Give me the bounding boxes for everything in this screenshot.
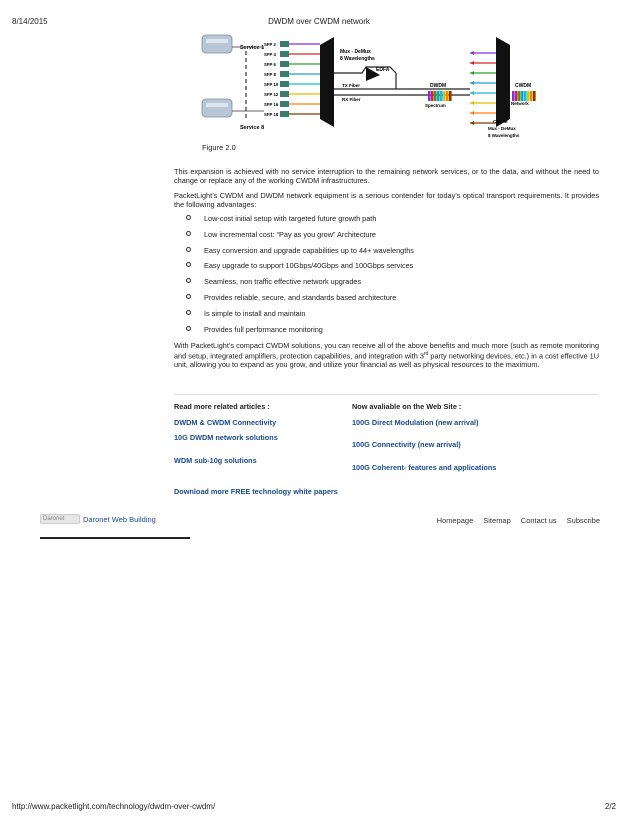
- network-label: Network: [511, 101, 529, 106]
- footer-rule: [40, 537, 190, 539]
- print-url: http://www.packetlight.com/technology/dwdm-over-cwdm/: [12, 802, 216, 811]
- list-item: Provides reliable, secure, and standards based architecture: [186, 293, 586, 309]
- daronet-logo[interactable]: Daronet: [40, 514, 80, 524]
- list-item: Low incremental cost: “Pay as you grow” Architecture: [186, 230, 586, 246]
- service-bottom-label: Service 8: [240, 125, 265, 131]
- cwdm-mux-label-1: CWDM: [493, 119, 508, 124]
- figure-caption: Figure 2.0: [202, 143, 236, 152]
- related-articles-heading: Read more related articles :: [174, 402, 270, 411]
- advantages-list: [186, 214, 586, 340]
- link-100g-connectivity[interactable]: 100G Connectivity (new arrival): [352, 440, 461, 449]
- dwdm-label: DWDM: [430, 83, 447, 89]
- bullet-circle-icon: [186, 326, 191, 331]
- edfa-label: EDFA: [376, 67, 390, 73]
- server-icon-top: [202, 35, 232, 53]
- tx-fiber-label: TX Fiber: [342, 83, 361, 88]
- mux-label-1: Mux - DeMux: [340, 49, 371, 55]
- bullet-circle-icon: [186, 231, 191, 236]
- list-item: Low-cost initial setup with targeted future growth path: [186, 214, 586, 230]
- cwdm-mux-label-2: Mux - DeMux: [488, 126, 516, 131]
- dwdm-cwdm-diagram: [200, 33, 540, 141]
- arrowhead-icon: [470, 111, 474, 115]
- link-wdm-sub-10g[interactable]: WDM sub-10g solutions: [174, 456, 257, 465]
- link-download-white-papers[interactable]: Download more FREE technology white papers: [174, 487, 338, 496]
- spectrum-bar: [428, 91, 431, 101]
- link-dwdm-cwdm-connectivity[interactable]: DWDM & CWDM Connectivity: [174, 418, 277, 427]
- spectrum-bar: [431, 91, 434, 101]
- arrowhead-icon: [470, 91, 474, 95]
- spectrum-bar: [434, 91, 437, 101]
- paragraph-expansion: This expansion is achieved with no service interruption to the remaining network services, or to the data, and without the need to change or replace any of the working CWDM infrastructures.: [174, 167, 599, 185]
- cwdm-spectrum-bars: [512, 91, 536, 101]
- bullet-circle-icon: [186, 310, 191, 315]
- link-100g-direct-modulation[interactable]: 100G Direct Modulation (new arrival): [352, 418, 479, 427]
- sfp-label: SFP 16: [264, 102, 279, 107]
- sfp-label: SFP 2: [264, 42, 276, 47]
- spectrum-bar: [518, 91, 521, 101]
- sfp-module-icon: [280, 101, 289, 107]
- arrowhead-icon: [470, 121, 474, 125]
- sfp-module-icon: [280, 81, 289, 87]
- arrowhead-icon: [470, 81, 474, 85]
- sfp-module-icon: [280, 41, 289, 47]
- nav-homepage[interactable]: Homepage: [436, 516, 474, 525]
- bullet-circle-icon: [186, 247, 191, 252]
- daronet-web-building-link[interactable]: Daronet Web Building: [83, 514, 156, 524]
- list-item: Provides full performance monitoring: [186, 325, 586, 341]
- list-item: Seamless, non traffic effective network upgrades: [186, 277, 586, 293]
- bullet-circle-icon: [186, 262, 191, 267]
- link-100g-coherent[interactable]: 100G Coherent- features and applications: [352, 463, 497, 472]
- sfp-label: SFP 12: [264, 92, 279, 97]
- paragraph-advantages-intro: PacketLight’s CWDM and DWDM network equipment is a serious contender for today’s optical transport requirements. It provides the following advantages:: [174, 191, 599, 209]
- print-date: 8/14/2015: [12, 17, 48, 26]
- spectrum-bar: [533, 91, 536, 101]
- spectrum-bar: [515, 91, 518, 101]
- sfp-label: SFP 4: [264, 52, 276, 57]
- spectrum-bar: [524, 91, 527, 101]
- spectrum-bar: [446, 91, 449, 101]
- nav-subscribe[interactable]: Subscribe: [566, 516, 600, 525]
- new-on-site-heading: Now avaliable on the Web Site :: [352, 402, 462, 411]
- cwdm-label: CWDM: [515, 83, 532, 89]
- dwdm-spectrum-bars: [428, 91, 452, 101]
- spectrum-bar: [443, 91, 446, 101]
- nav-sitemap[interactable]: Sitemap: [483, 516, 511, 525]
- wavelength-arrows-right: [470, 51, 496, 125]
- print-page-number: 2/2: [604, 802, 616, 811]
- mux-label-2: 8 Wavelengths: [340, 56, 375, 62]
- arrowhead-icon: [470, 101, 474, 105]
- list-item: Easy conversion and upgrade capabilities up to 44+ wavelengths: [186, 246, 586, 262]
- bullet-circle-icon: [186, 215, 191, 220]
- sfp-label: SFP 8: [264, 72, 276, 77]
- spectrum-bar: [440, 91, 443, 101]
- spectrum-bar: [437, 91, 440, 101]
- footer-nav: [437, 516, 600, 525]
- print-title: DWDM over CWDM network: [268, 17, 370, 26]
- arrowhead-icon: [470, 61, 474, 65]
- spectrum-bar: [530, 91, 533, 101]
- sfp-label: SFP 6: [264, 62, 276, 67]
- sfp-module-icon: [280, 71, 289, 77]
- server-icon-bottom: [202, 99, 232, 117]
- service-top-label: Service 1: [240, 45, 265, 51]
- link-10g-dwdm-solutions[interactable]: 10G DWDM network solutions: [174, 433, 278, 442]
- spectrum-bar: [527, 91, 530, 101]
- mux-demux-right: [496, 37, 510, 127]
- spectrum-label: Spectrum: [425, 103, 446, 108]
- sfp-module-icon: [280, 111, 289, 117]
- nav-contact-us[interactable]: Contact us: [520, 516, 557, 525]
- bullet-circle-icon: [186, 294, 191, 299]
- cwdm-mux-label-3: 8 Wavelengths: [488, 133, 520, 138]
- spectrum-bar: [449, 91, 452, 101]
- spectrum-bar: [521, 91, 524, 101]
- list-item: Easy upgrade to support 10Gbps/40Gbps and 100Gbps services: [186, 261, 586, 277]
- arrowhead-icon: [470, 71, 474, 75]
- sfp-module-icon: [280, 91, 289, 97]
- paragraph-compact-solutions: With PacketLight’s compact CWDM solutions, you can receive all of the above benefits and much more (such as remote monitoring and setup, integrated amplifiers, protection capabilities, and integration with 3rd party networking devices, etc.) in a cost effective 1U unit, allowing you to expand as you grow, and utilize your financial as well as physical resources to the maximum.: [174, 341, 599, 370]
- sfp-module-icon: [280, 61, 289, 67]
- section-divider: [174, 394, 598, 395]
- mux-demux-left: [320, 37, 334, 127]
- daronet-credit: [40, 514, 156, 524]
- sfp-label: SFP 18: [264, 112, 279, 117]
- rx-fiber-label: RX Fiber: [342, 97, 361, 102]
- sfp-module-icon: [280, 51, 289, 57]
- arrowhead-icon: [470, 51, 474, 55]
- list-item: Is simple to install and maintain: [186, 309, 586, 325]
- sfp-label: SFP 10: [264, 82, 279, 87]
- spectrum-bar: [512, 91, 515, 101]
- bullet-circle-icon: [186, 278, 191, 283]
